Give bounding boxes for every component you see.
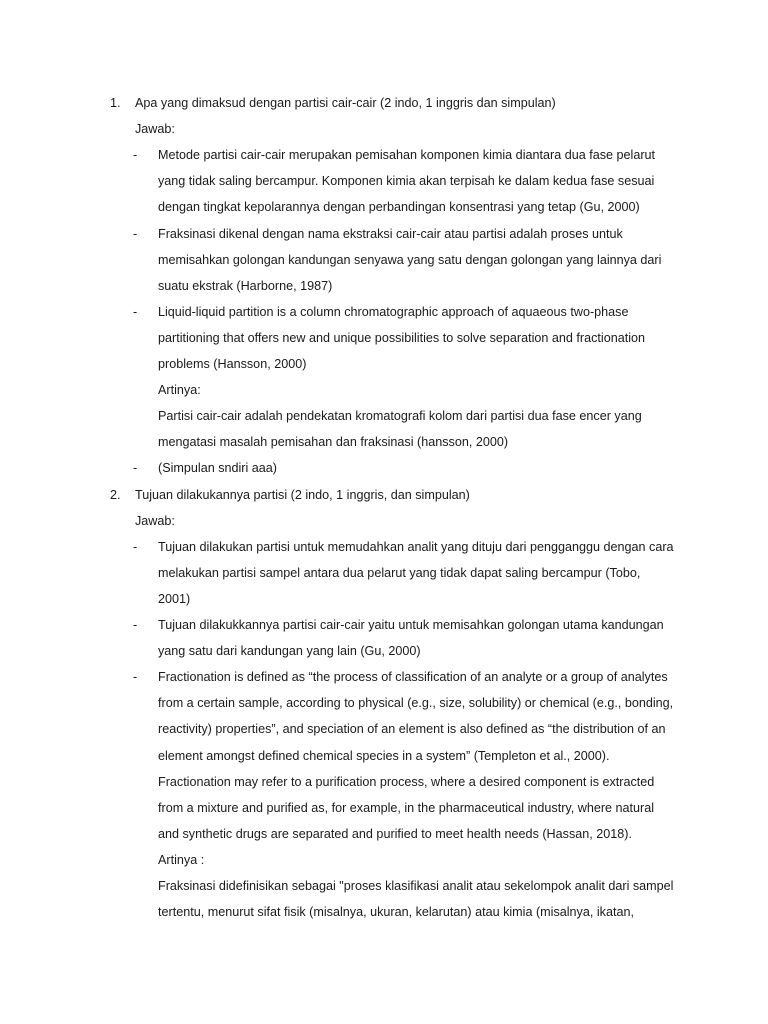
answer-line: Tujuan dilakukan partisi untuk memudahkan analit yang dituju dari pengganggu dengan cara [158, 539, 674, 554]
answer-line: from a certain sample, according to physical (e.g., size, solubility) or chemical (e.g., bonding, [158, 696, 674, 711]
answer-line: Artinya : [158, 852, 205, 867]
bullet-dash: - [133, 539, 138, 554]
answer-line: yang satu dari kandungan yang lain (Gu, 2000) [158, 644, 421, 659]
answer-line: memisahkan golongan kandungan senyawa yang satu dengan golongan yang lainnya dari [158, 252, 662, 267]
question-number: 2. [110, 487, 121, 502]
question-number: 1. [110, 96, 121, 110]
answer-line: Artinya: [158, 383, 201, 398]
answer-line: reactivity) properties”, and speciation of an element is also defined as “the distribution of an [158, 722, 666, 737]
answer-line: tertentu, menurut sifat fisik (misalnya, ukuran, kelarutan) atau kimia (misalnya, ikatan, [158, 905, 634, 920]
answer-line: melakukan partisi sampel antara dua pelarut yang tidak dapat saling bercampur (Tobo, [158, 565, 641, 580]
answer-line: mengatasi masalah pemisahan dan fraksinasi (hansson, 2000) [158, 435, 509, 450]
bullet-dash: - [133, 461, 138, 476]
answer-line: Metode partisi cair-cair merupakan pemisahan komponen kimia diantara dua fase pelarut [158, 148, 656, 163]
question-text: Apa yang dimaksud dengan partisi cair-cair (2 indo, 1 inggris dan simpulan) [135, 96, 556, 110]
bullet-dash: - [133, 304, 138, 319]
answer-line: Fraksinasi didefinisikan sebagai "proses klasifikasi analit atau sekelompok analit dari sampel [158, 879, 674, 893]
answer-line: Tujuan dilakukkannya partisi cair-cair yaitu untuk memisahkan golongan utama kandungan [158, 618, 664, 632]
answer-line: dengan tingkat kepolarannya dengan perbandingan konsentrasi yang tetap (Gu, 2000) [158, 200, 640, 215]
answer-line: from a mixture and purified as, for example, in the pharmaceutical industry, where natural [158, 800, 655, 815]
answer-line: Partisi cair-cair adalah pendekatan kromatografi kolom dari partisi dua fase encer yang [158, 409, 642, 424]
question-text: Tujuan dilakukannya partisi (2 indo, 1 inggris, dan simpulan) [135, 487, 470, 502]
answer-line: yang tidak saling bercampur. Komponen kimia akan terpisah ke dalam kedua fase sesuai [158, 174, 655, 189]
answer-line: 2001) [158, 591, 191, 606]
bullet-dash: - [133, 148, 138, 163]
answer-line: Liquid-liquid partition is a column chromatographic approach of aquaeous two-phase [158, 304, 629, 319]
answer-line: (Simpulan sndiri aaa) [158, 461, 277, 476]
answer-line: Fractionation is defined as “the process of classification of an analyte or a group of analytes [158, 670, 668, 685]
bullet-dash: - [133, 670, 138, 685]
answer-label: Jawab: [135, 513, 175, 528]
answer-line: element amongst defined chemical species in a system” (Templeton et al., 2000). [158, 748, 610, 763]
answer-line: Fractionation may refer to a purification process, where a desired component is extracted [158, 774, 655, 789]
answer-line: problems (Hansson, 2000) [158, 357, 307, 371]
answer-line: and synthetic drugs are separated and purified to meet health needs (Hassan, 2018). [158, 826, 632, 841]
bullet-dash: - [133, 618, 138, 632]
answer-line: Fraksinasi dikenal dengan nama ekstraksi cair-cair atau partisi adalah proses untuk [158, 226, 623, 241]
answer-line: suatu ekstrak (Harborne, 1987) [158, 278, 333, 293]
bullet-dash: - [133, 226, 138, 241]
answer-label: Jawab: [135, 122, 175, 137]
answer-line: partitioning that offers new and unique possibilities to solve separation and fractionation [158, 330, 646, 345]
